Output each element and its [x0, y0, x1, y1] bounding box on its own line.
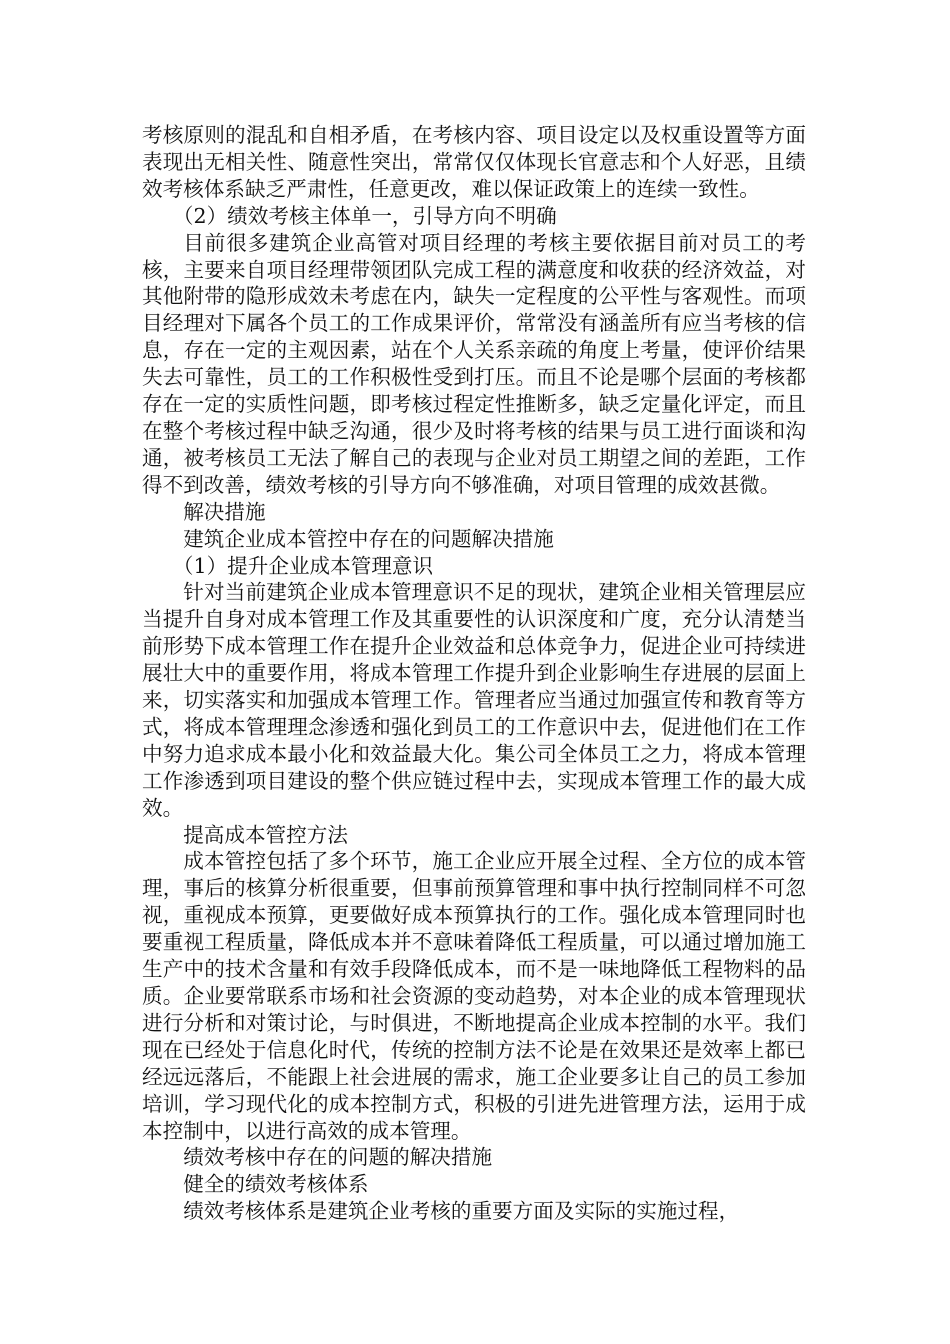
- paragraph-cost-control-methods: 成本管控包括了多个环节，施工企业应开展全过程、全方位的成本管理，事后的核算分析很重要，但事前预算管理和事中执行控制同样不可忽视，重视成本预算，更要做好成本预算执行的工作。强化成本管理同时也要重视工程质量，降低成本并不意味着降低工程质量，可以通过增加施工生产中的技术含量和有效手段降低成本，而不是一味地降低工程物料的品质。企业要常联系市场和社会资源的变动趋势，对本企业的成本管理现状进行分析和对策讨论，与时俱进，不断地提高企业成本控制的水平。我们现在已经处于信息化时代，传统的控制方法不论是在效果还是效率上都已经远远落后，不能跟上社会进展的需求，施工企业要多让自己的员工参加培训，学习现代化的成本控制方式，积极的引进先进管理方法，运用于成本控制中，以进行高效的成本管理。: [142, 849, 806, 1143]
- document-page: [142, 122, 806, 1225]
- paragraph-cost-awareness: 针对当前建筑企业成本管理意识不足的现状，建筑企业相关管理层应当提升自身对成本管理工作及其重要性的认识深度和广度，充分认清楚当前形势下成本管理工作在提升企业效益和总体竞争力，促进企业可持续进展壮大中的重要作用，将成本管理工作提升到企业影响生存进展的层面上来，切实落实和加强成本管理工作。管理者应当通过加强宣传和教育等方式，将成本管理理念渗透和强化到员工的工作意识中去，促进他们在工作中努力追求成本最小化和效益最大化。集公司全体员工之力，将成本管理工作渗透到项目建设的整个供应链过程中去，实现成本管理工作的最大成效。: [142, 580, 806, 820]
- heading-solutions: 解决措施: [183, 499, 266, 524]
- subheading-assessment-subject: （2）绩效考核主体单一，引导方向不明确: [172, 203, 557, 228]
- heading-performance-system: 健全的绩效考核体系: [183, 1172, 369, 1197]
- subheading-cost-awareness: （1）提升企业成本管理意识: [172, 553, 434, 578]
- paragraph-performance-system: 绩效考核体系是建筑企业考核的重要方面及实际的实施过程，: [183, 1199, 740, 1224]
- paragraph-assessment-principles: 考核原则的混乱和自相矛盾，在考核内容、项目设定以及权重设置等方面表现出无相关性、随意性突出，常常仅仅体现长官意志和个人好恶，且绩效考核体系缺乏严肃性，任意更改，难以保证政策上的连续一致性。: [142, 123, 806, 201]
- paragraph-assessment-subject: 目前很多建筑企业高管对项目经理的考核主要依据目前对员工的考核，主要来自项目经理带领团队完成工程的满意度和收获的经济效益，对其他附带的隐形成效未考虑在内，缺失一定程度的公平性与客观性。而项目经理对下属各个员工的工作成果评价，常常没有涵盖所有应当考核的信息，存在一定的主观因素，站在个人关系亲疏的角度上考量，使评价结果失去可靠性，员工的工作积极性受到打压。而且不论是哪个层面的考核都存在一定的实质性问题，即考核过程定性推断多，缺乏定量化评定，而且在整个考核过程中缺乏沟通，很少及时将考核的结果与员工进行面谈和沟通，被考核员工无法了解自己的表现与企业对员工期望之间的差距，工作得不到改善，绩效考核的引导方向不够准确，对项目管理的成效甚微。: [142, 230, 806, 497]
- heading-cost-control-solutions: 建筑企业成本管控中存在的问题解决措施: [183, 526, 554, 551]
- heading-performance-solutions: 绩效考核中存在的问题的解决措施: [183, 1145, 493, 1170]
- heading-cost-control-methods: 提高成本管控方法: [183, 822, 348, 847]
